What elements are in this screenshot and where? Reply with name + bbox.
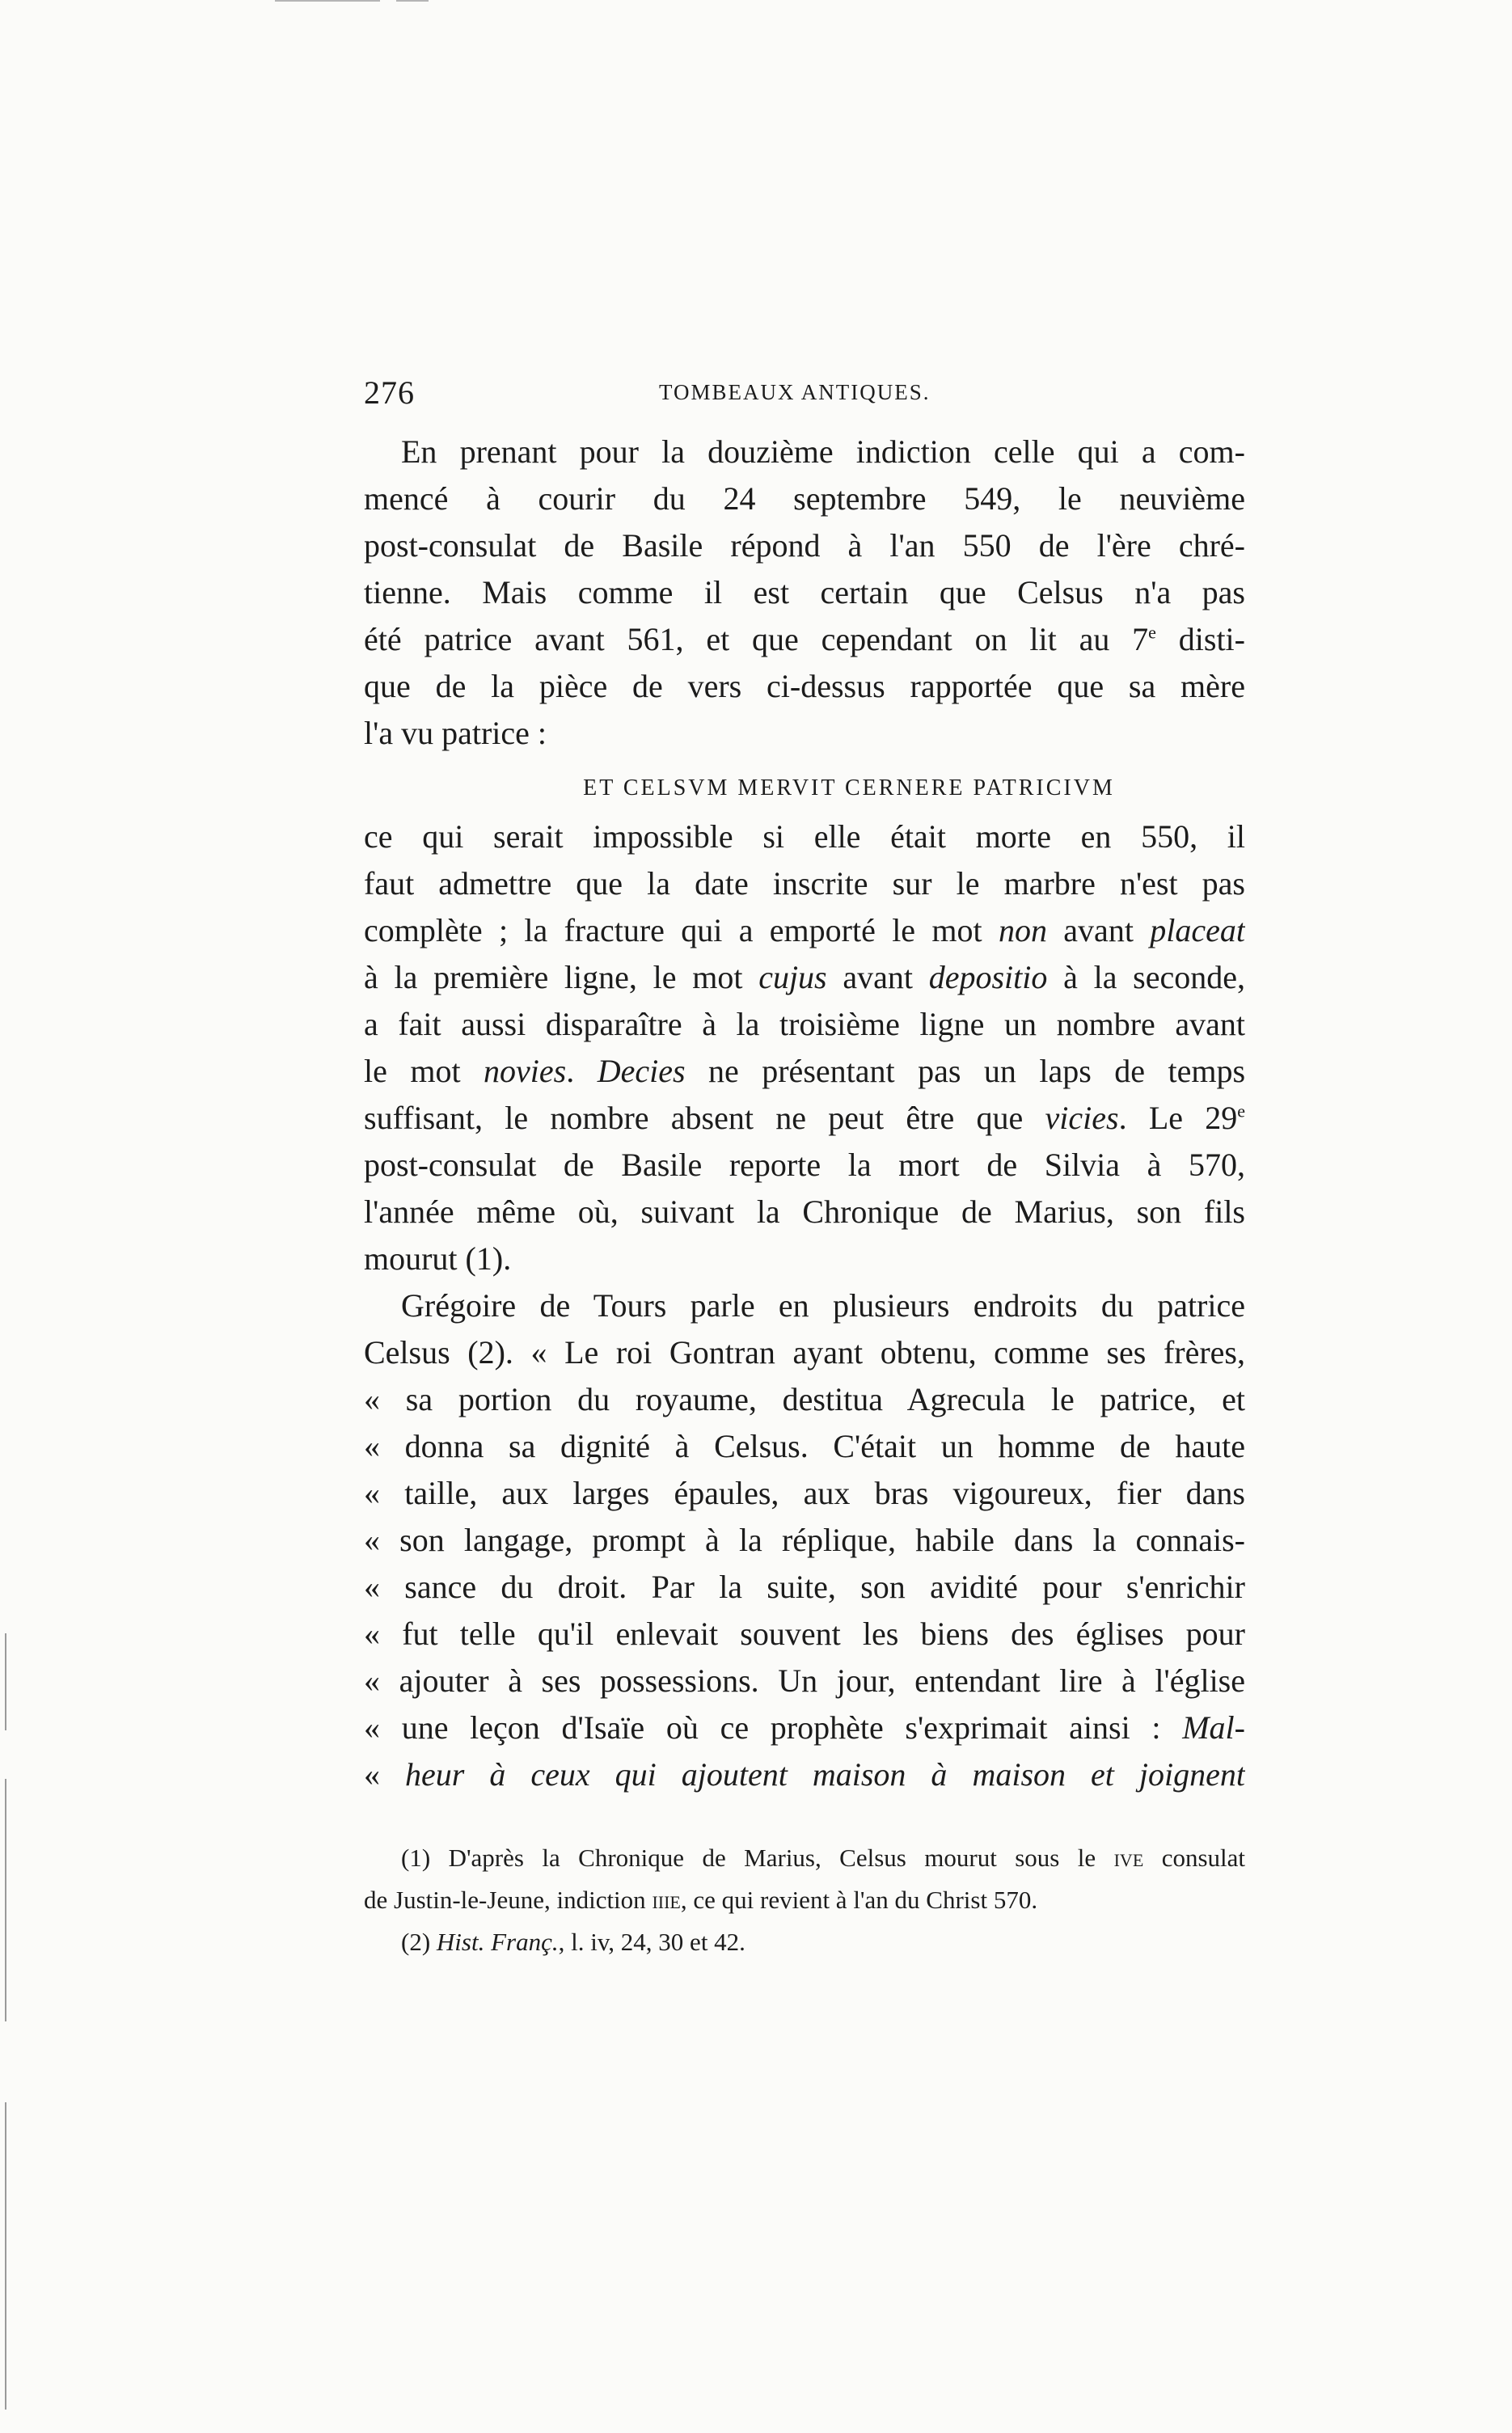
scan-edge-mark	[275, 0, 380, 2]
footnote-line	[364, 1837, 1245, 1879]
italic-word: Decies	[597, 1053, 686, 1089]
text-run: à la seconde,	[1047, 959, 1245, 995]
body-line: l'année même où, suivant la Chronique de Marius, son fils	[364, 1193, 1245, 1230]
italic-word: non	[998, 912, 1047, 948]
page-body	[364, 429, 1245, 1798]
text-run: suffisant, le nombre absent ne peut être que	[364, 1100, 1045, 1136]
footnote-line	[364, 1879, 1245, 1921]
body-line	[364, 907, 1245, 954]
body-line: que de la pièce de vers ci-dessus rapportée que sa mère	[364, 668, 1245, 704]
body-line: post-consulat de Basile reporte la mort de Silvia à 570,	[364, 1147, 1245, 1183]
scan-margin-line	[5, 2102, 6, 2410]
text-run: complète ; la fracture qui a emporté le mot	[364, 912, 999, 948]
text-run: (2)	[401, 1928, 437, 1956]
page-header	[364, 374, 1245, 422]
italic-word: vicies	[1045, 1100, 1119, 1136]
body-line: « ajouter à ses possessions. Un jour, entendant lire à l'église	[364, 1662, 1245, 1699]
scan-margin-line	[5, 1779, 6, 2021]
body-line: « son langage, prompt à la réplique, habile dans la connais-	[364, 1522, 1245, 1558]
body-line	[364, 616, 1245, 663]
text-run: de Justin-le-Jeune, indiction	[364, 1886, 653, 1914]
body-line	[364, 1095, 1245, 1142]
body-line: Celsus (2). « Le roi Gontran ayant obtenu, comme ses frères,	[364, 1334, 1245, 1371]
text-run: (1) D'après la Chronique de Marius, Celsus mourut sous le	[401, 1844, 1114, 1872]
roman-numeral: iiie	[652, 1886, 681, 1914]
italic-word: cujus	[758, 959, 827, 995]
text-run: . Le 29	[1118, 1100, 1238, 1136]
superscript: e	[1148, 622, 1156, 643]
body-line: En prenant pour la douzième indiction celle qui a com-	[401, 433, 1245, 470]
body-line	[364, 1048, 1245, 1095]
roman-numeral: ive	[1113, 1844, 1144, 1872]
text-run: , ce qui revient à l'an du Christ 570.	[680, 1886, 1038, 1914]
body-line: ce qui serait impossible si elle était morte en 550, il	[364, 818, 1245, 855]
page-number: 276	[364, 374, 415, 411]
italic-word: heur à ceux qui ajoutent maison à maison et joignent	[405, 1756, 1245, 1793]
text-run: disti-	[1155, 621, 1245, 657]
italic-word: depositio	[928, 959, 1048, 995]
italic-word: Mal-	[1182, 1709, 1245, 1746]
body-line: « taille, aux larges épaules, aux bras vigoureux, fier dans	[364, 1475, 1245, 1511]
body-line: post-consulat de Basile répond à l'an 550 de l'ère chré-	[364, 527, 1245, 564]
footnote-line	[364, 1921, 1245, 1963]
latin-inscription: ET CELSVM MERVIT CERNERE PATRICIVM	[583, 775, 1115, 800]
body-line: a fait aussi disparaître à la troisième ligne un nombre avant	[364, 1006, 1245, 1042]
body-line: mencé à courir du 24 septembre 549, le neuvième	[364, 480, 1245, 517]
body-line: « donna sa dignité à Celsus. C'était un homme de haute	[364, 1428, 1245, 1464]
text-run: consulat	[1143, 1844, 1245, 1872]
running-title: TOMBEAUX ANTIQUES.	[659, 380, 931, 404]
body-line: faut admettre que la date inscrite sur le marbre n'est pas	[364, 865, 1245, 902]
italic-word: placeat	[1150, 912, 1245, 948]
text-run: «	[364, 1756, 406, 1793]
body-line: tienne. Mais comme il est certain que Celsus n'a pas	[364, 574, 1245, 610]
italic-word: novies	[484, 1053, 567, 1089]
scan-margin-line	[5, 1633, 6, 1730]
text-run: avant	[826, 959, 929, 995]
body-line: « sance du droit. Par la suite, son avidité pour s'enrichir	[364, 1569, 1245, 1605]
body-line	[364, 1751, 1245, 1798]
italic-word: Hist. Franç.	[436, 1928, 559, 1956]
text-run: à la première ligne, le mot	[364, 959, 759, 995]
text-run: le mot	[364, 1053, 484, 1089]
body-line: mourut (1).	[364, 1240, 512, 1277]
text-run: .	[566, 1053, 598, 1089]
scan-edge-mark	[396, 0, 429, 2]
body-line: « sa portion du royaume, destitua Agrecula le patrice, et	[364, 1381, 1245, 1417]
text-run: ne présentant pas un laps de temps	[685, 1053, 1245, 1089]
superscript: e	[1237, 1100, 1245, 1121]
body-line: « fut telle qu'il enlevait souvent les biens des églises pour	[364, 1616, 1245, 1652]
text-run: avant	[1046, 912, 1151, 948]
text-run: été patrice avant 561, et que cependant on lit au 7	[364, 621, 1149, 657]
body-line	[364, 1704, 1245, 1751]
body-line: Grégoire de Tours parle en plusieurs endroits du patrice	[401, 1287, 1245, 1324]
body-line: l'a vu patrice :	[364, 715, 547, 751]
footnotes	[364, 1837, 1245, 1963]
body-line	[364, 954, 1245, 1001]
text-run: , l. iv, 24, 30 et 42.	[558, 1928, 745, 1956]
text-run: « une leçon d'Isaïe où ce prophète s'exprimait ainsi :	[364, 1709, 1183, 1746]
